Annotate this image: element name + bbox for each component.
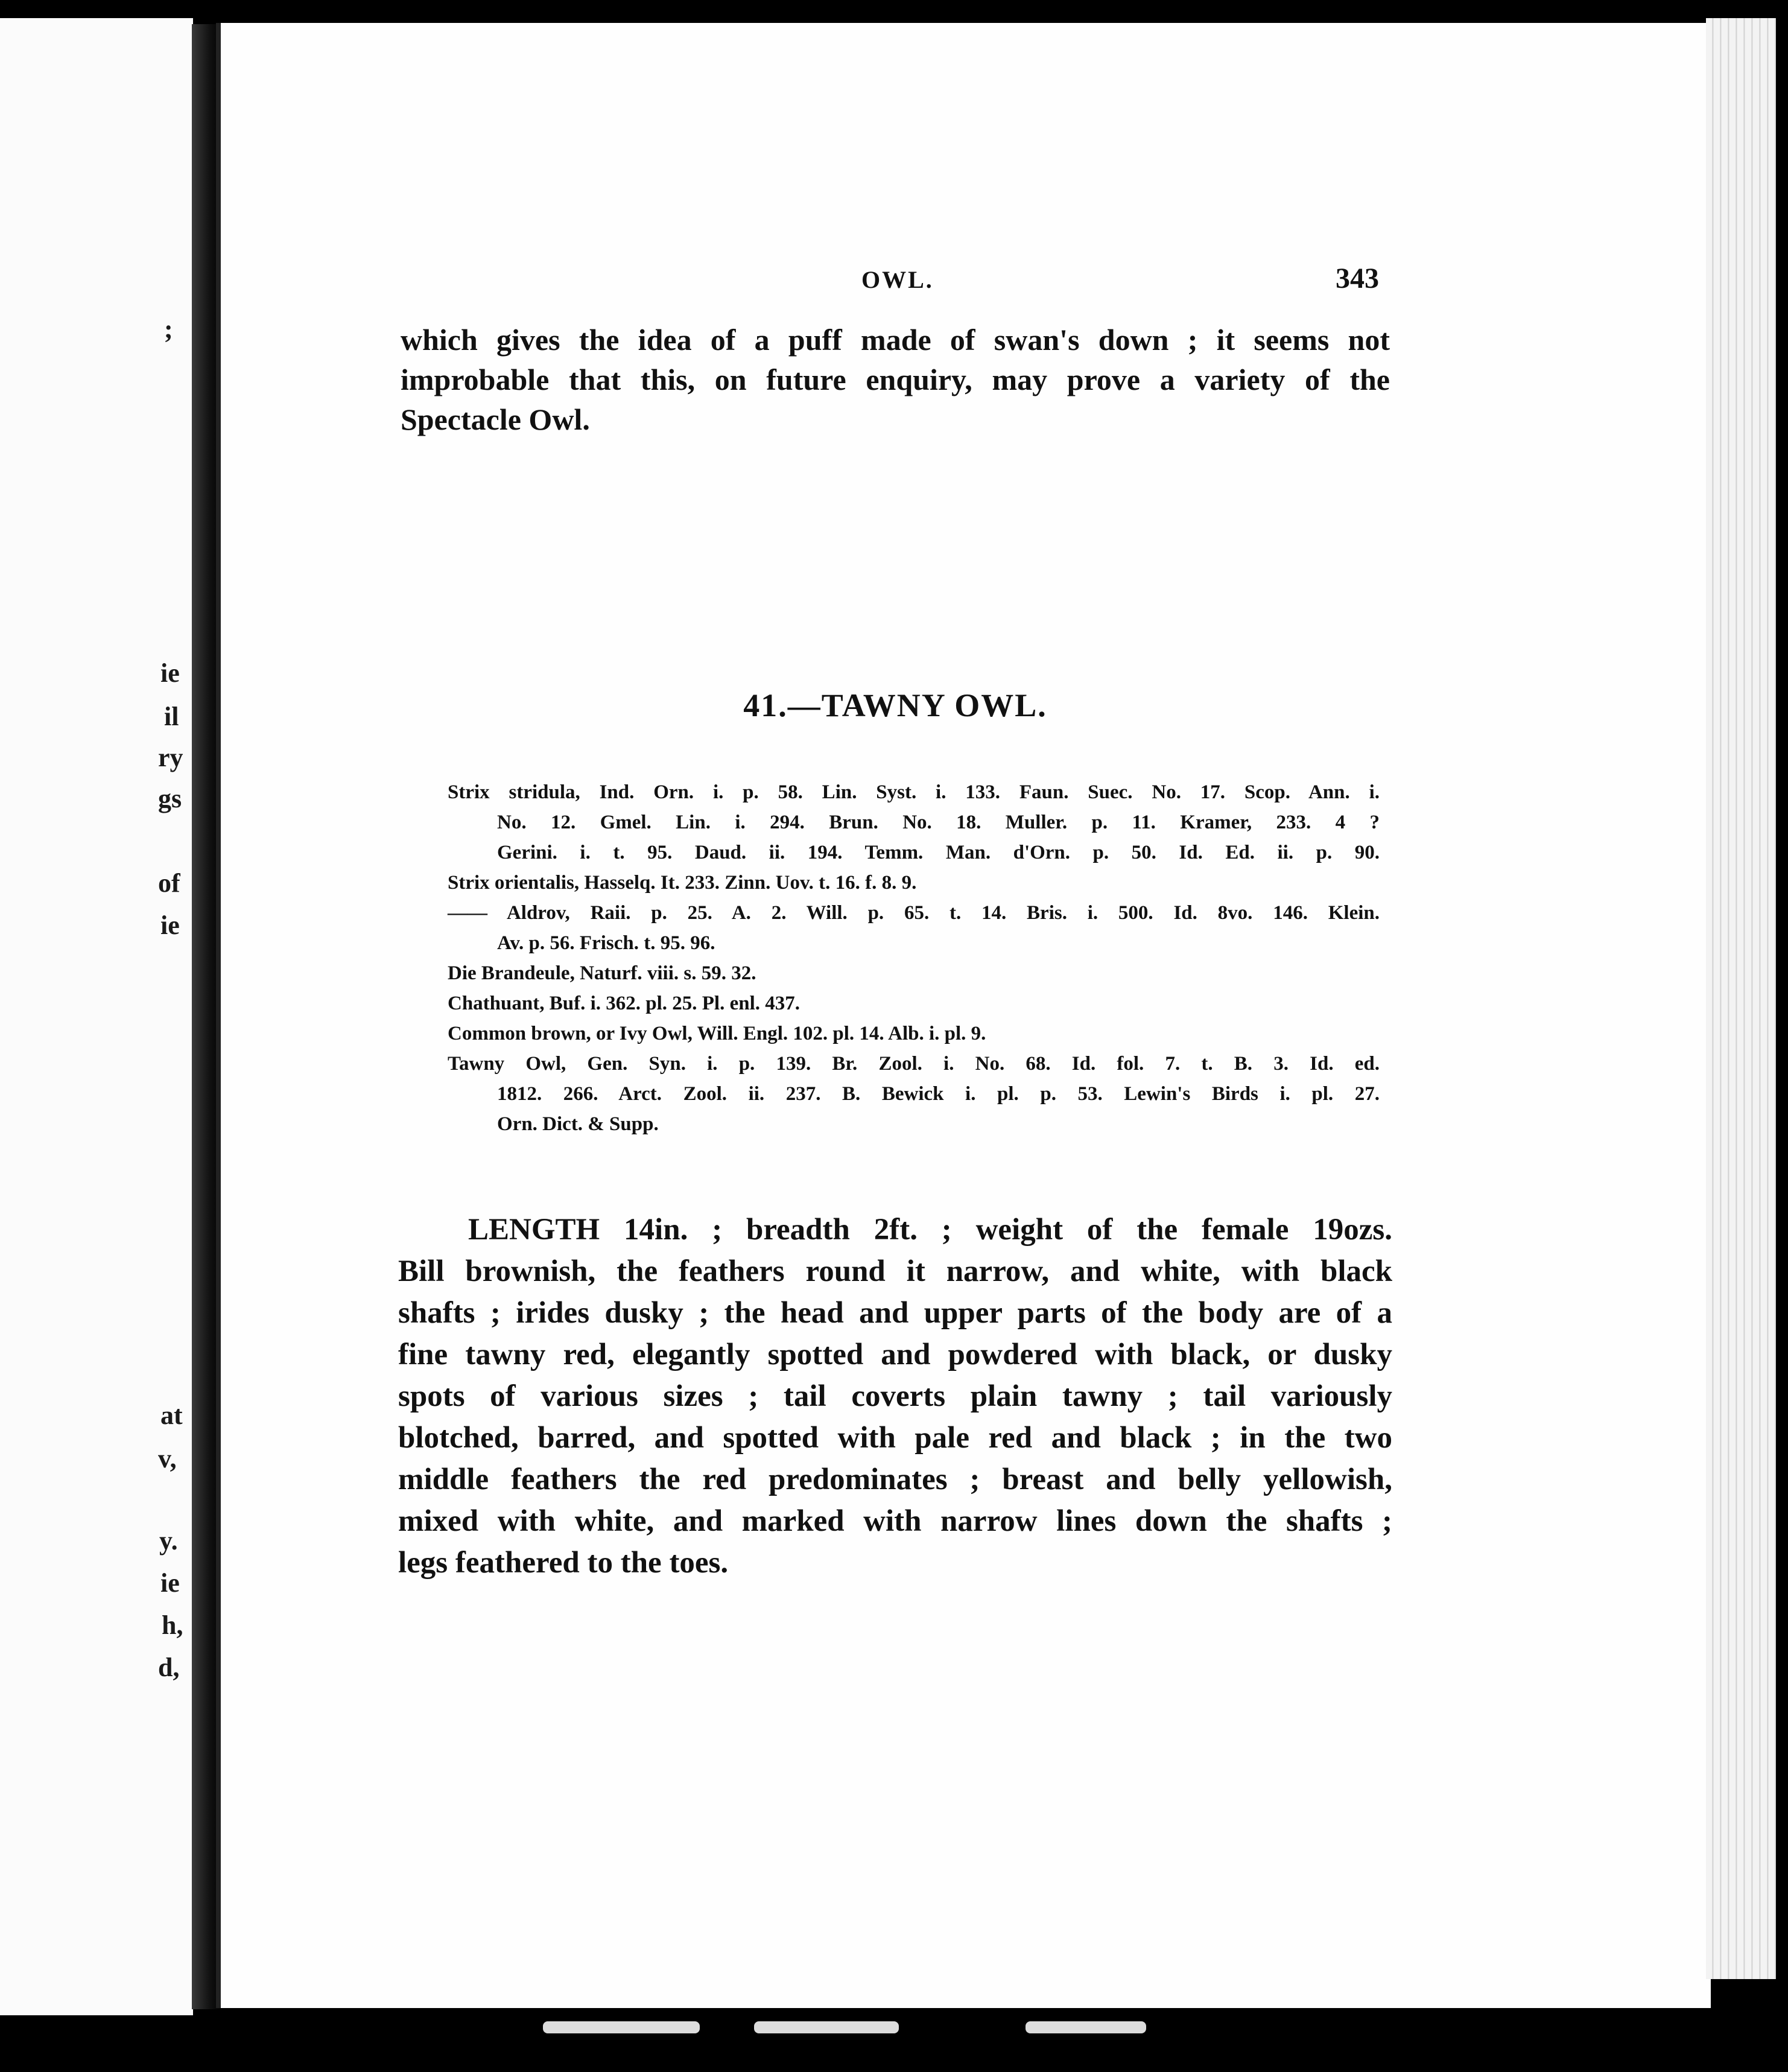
synonymy-line: Orn. Dict. & Supp. — [497, 1113, 659, 1135]
synonymy-line: Av. p. 56. Frisch. t. 95. 96. — [497, 932, 715, 954]
synonymy-line: Die Brandeule, Naturf. viii. s. 59. 32. — [448, 962, 756, 984]
synonymy-line: No. 12. Gmel. Lin. i. 294. Brun. No. 18. Muller. p. 11. Kramer, 233. 4 ? — [497, 812, 1380, 833]
scan-speck — [543, 2021, 700, 2033]
text-line: which gives the idea of a puff made of swan's down ; it seems not — [401, 323, 1390, 357]
intro-paragraph — [401, 320, 1390, 439]
left-page-fragment: ; — [164, 314, 173, 344]
synonymy-entry — [448, 988, 1380, 1019]
left-page-fragment: ry — [158, 743, 183, 772]
left-page-fragment: at — [160, 1400, 183, 1430]
scan-speck — [1026, 2021, 1146, 2033]
synonymy-entry — [448, 1019, 1380, 1049]
text-line: legs feathered to the toes. — [398, 1546, 729, 1580]
synonymy-entry — [448, 868, 1380, 898]
scan-speck — [754, 2021, 899, 2033]
text-line: shafts ; irides dusky ; the head and upper parts of the body are of a — [398, 1296, 1392, 1330]
synonymy-entry — [448, 958, 1380, 988]
text-line: LENGTH 14in. ; breadth 2ft. ; weight of the female 19ozs. — [468, 1213, 1392, 1247]
left-facing-page — [0, 18, 193, 2015]
text-line: improbable that this, on future enquiry, may prove a variety of the — [401, 363, 1390, 396]
synonymy-entry — [448, 777, 1380, 868]
left-page-fragment: h, — [162, 1610, 183, 1640]
running-head: OWL. — [861, 266, 934, 293]
page-fore-edges — [1706, 18, 1776, 1979]
synonymy-line: Common brown, or Ivy Owl, Will. Engl. 102. pl. 14. Alb. i. pl. 9. — [448, 1023, 986, 1044]
synonymy-block — [448, 777, 1380, 1139]
left-page-fragment: gs — [158, 784, 182, 813]
left-page-fragment: d, — [158, 1653, 180, 1682]
section-heading: 41.—TAWNY OWL. — [743, 687, 1047, 723]
left-page-fragment: il — [164, 702, 179, 731]
synonymy-line: 1812. 266. Arct. Zool. ii. 237. B. Bewick i. pl. p. 53. Lewin's Birds i. pl. 27. — [497, 1083, 1380, 1105]
left-page-fragment: ie — [160, 910, 180, 940]
left-page-fragment: ie — [160, 1568, 180, 1598]
text-line: middle feathers the red predominates ; breast and belly yellowish, — [398, 1463, 1392, 1496]
synonymy-line: Tawny Owl, Gen. Syn. i. p. 139. Br. Zool. i. No. 68. Id. fol. 7. t. B. 3. Id. ed. — [448, 1053, 1380, 1075]
synonymy-line: Gerini. i. t. 95. Daud. ii. 194. Temm. Man. d'Orn. p. 50. Id. Ed. ii. p. 90. — [497, 842, 1380, 863]
text-line: Bill brownish, the feathers round it narrow, and white, with black — [398, 1254, 1392, 1288]
text-line: blotched, barred, and spotted with pale red and black ; in the two — [398, 1421, 1392, 1455]
description-paragraph — [398, 1209, 1392, 1584]
text-line: mixed with white, and marked with narrow lines down the shafts ; — [398, 1504, 1392, 1538]
page-number: 343 — [1336, 262, 1379, 294]
text-line: spots of various sizes ; tail coverts plain tawny ; tail variously — [398, 1379, 1392, 1413]
synonymy-entry — [448, 898, 1380, 958]
left-page-fragment: v, — [158, 1444, 177, 1473]
text-line: Spectacle Owl. — [401, 402, 590, 436]
synonymy-entry — [448, 1049, 1380, 1139]
synonymy-line: Strix stridula, Ind. Orn. i. p. 58. Lin. Syst. i. 133. Faun. Suec. No. 17. Scop. Ann. i. — [448, 781, 1380, 803]
left-page-fragment: of — [158, 868, 180, 898]
bottom-scan-edge — [223, 2008, 1774, 2062]
left-page-fragment: ie — [160, 658, 180, 688]
text-line: fine tawny red, elegantly spotted and powdered with black, or dusky — [398, 1338, 1392, 1371]
synonymy-line: —— Aldrov, Raii. p. 25. A. 2. Will. p. 65. t. 14. Bris. i. 500. Id. 8vo. 146. Klein. — [448, 902, 1380, 924]
synonymy-line: Strix orientalis, Hasselq. It. 233. Zinn. Uov. t. 16. f. 8. 9. — [448, 872, 917, 894]
synonymy-line: Chathuant, Buf. i. 362. pl. 25. Pl. enl. 437. — [448, 993, 800, 1014]
left-page-fragment: y. — [159, 1526, 178, 1556]
